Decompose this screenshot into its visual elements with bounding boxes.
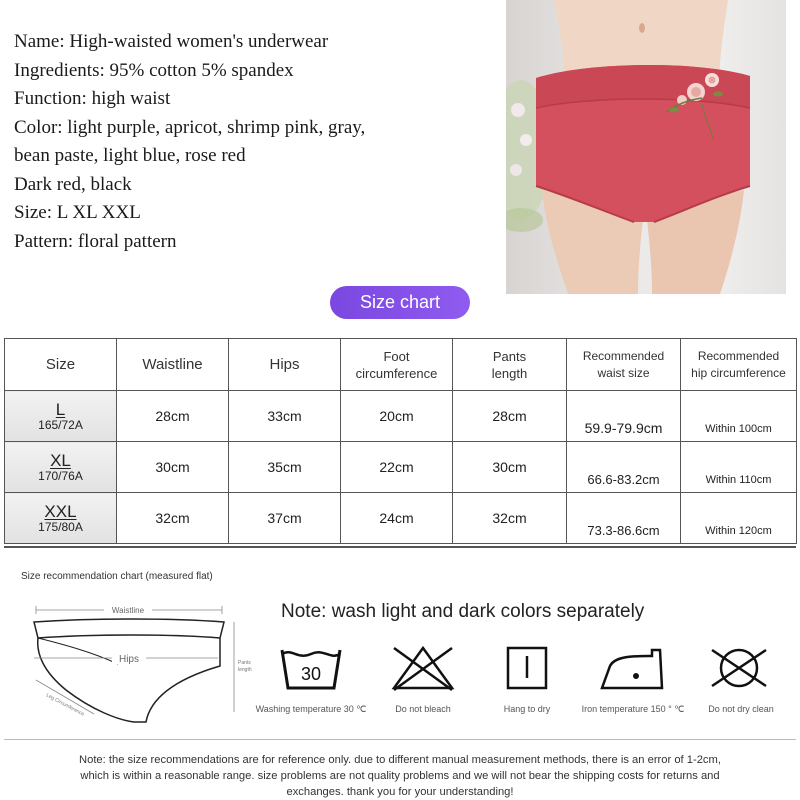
- waistline-cell: 28cm: [117, 391, 229, 442]
- size-cell: L 165/72A: [5, 391, 117, 442]
- table-header-row: [5, 339, 797, 391]
- recommendation-title: Size recommendation chart (measured flat): [21, 571, 213, 582]
- iron-temperature-label: Iron temperature 150 ° ℃: [581, 704, 685, 714]
- footer-line: exchanges. thank you for your understanding!: [286, 786, 514, 798]
- header-hips: Hips: [229, 339, 341, 391]
- info-color-cont: bean paste, light blue, rose red: [14, 145, 246, 166]
- length-cell: 32cm: [453, 493, 567, 544]
- rec-hip-cell: Within 110cm: [681, 442, 797, 493]
- header-foot-circumference: Foot circumference: [341, 339, 453, 391]
- hips-cell: 35cm: [229, 442, 341, 493]
- no-bleach-icon: [388, 644, 458, 692]
- header-waistline: Waistline: [117, 339, 229, 391]
- waistline-label: Waistline: [111, 606, 145, 615]
- length-cell: 28cm: [453, 391, 567, 442]
- length-cell: 30cm: [453, 442, 567, 493]
- info-function: Function: high waist: [14, 88, 171, 109]
- product-photo: [506, 0, 786, 294]
- hang-dry-icon: [492, 644, 562, 692]
- table-row: [5, 493, 797, 544]
- info-size: Size: L XL XXL: [14, 202, 141, 223]
- table-row: [5, 442, 797, 493]
- info-pattern: Pattern: floral pattern: [14, 230, 177, 252]
- waistline-cell: 30cm: [117, 442, 229, 493]
- recommendation-panel: [4, 546, 796, 740]
- waistline-cell: 32cm: [117, 493, 229, 544]
- header-recommended-hip: Recommended hip circumference: [681, 339, 797, 391]
- header-size: Size: [5, 339, 117, 391]
- product-info: [14, 28, 484, 256]
- leg-circumference-label: Leg Circumference: [45, 692, 86, 718]
- measurement-diagram: [22, 600, 252, 726]
- pants-length-label-2: length: [238, 667, 252, 673]
- info-name: Name: High-waisted women's underwear: [14, 31, 329, 52]
- size-table: [4, 338, 797, 544]
- hips-label: Hips: [118, 654, 140, 665]
- no-bleach-label: Do not bleach: [395, 704, 451, 714]
- footer-line: Note: the size recommendations are for reference only. due to different manual measurement methods, there is an error of 1-2cm,: [79, 754, 721, 766]
- wash-note: Note: wash light and dark colors separately: [281, 601, 645, 622]
- iron-icon: [598, 644, 668, 692]
- size-cell: XL 170/76A: [5, 442, 117, 493]
- wash-30-icon: [276, 644, 346, 692]
- foot-cell: 20cm: [341, 391, 453, 442]
- size-cell: XXL 175/80A: [5, 493, 117, 544]
- size-chart-badge: Size chart: [330, 286, 470, 319]
- foot-cell: 22cm: [341, 442, 453, 493]
- wash-temperature-value: 30: [300, 664, 322, 684]
- wash-temperature-label: Washing temperature 30 ℃: [255, 704, 367, 714]
- hips-cell: 37cm: [229, 493, 341, 544]
- rec-hip-cell: Within 100cm: [681, 391, 797, 442]
- info-ingredients: Ingredients: 95% cotton 5% spandex: [14, 59, 294, 81]
- header-recommended-waist: Recommended waist size: [567, 339, 681, 391]
- footer-line: which is within a reasonable range. size problems are not quality problems and we will not bear the shipping costs for returns and: [80, 770, 720, 782]
- rec-waist-cell: 66.6-83.2cm: [567, 442, 681, 493]
- no-dry-clean-label: Do not dry clean: [708, 704, 774, 714]
- rec-waist-cell: 59.9-79.9cm: [567, 391, 681, 442]
- hips-cell: 33cm: [229, 391, 341, 442]
- footer-note: [0, 752, 800, 800]
- model-illustration: [506, 0, 786, 294]
- no-dry-clean-icon: [704, 644, 774, 692]
- hang-dry-label: Hang to dry: [503, 704, 551, 714]
- rec-hip-cell: Within 120cm: [681, 493, 797, 544]
- pants-length-label-1: Pants: [238, 660, 251, 666]
- info-color: Color: light purple, apricot, shrimp pink, gray,: [14, 116, 366, 138]
- foot-cell: 24cm: [341, 493, 453, 544]
- table-row: [5, 391, 797, 442]
- header-pants-length: Pants length: [453, 339, 567, 391]
- rec-waist-cell: 73.3-86.6cm: [567, 493, 681, 544]
- info-color-cont2: Dark red, black: [14, 173, 132, 195]
